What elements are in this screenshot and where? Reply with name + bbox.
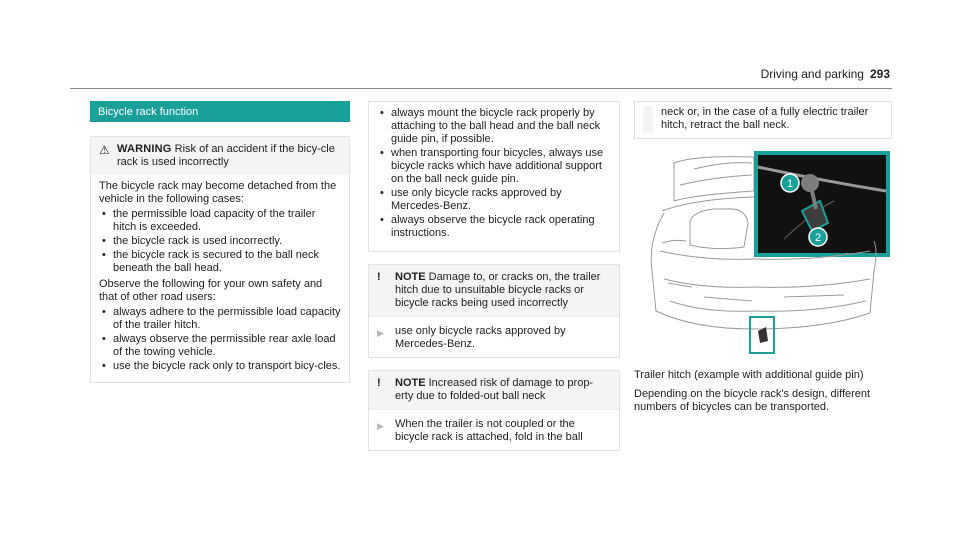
observe-text: Observe the following for your own safety and that of other road users: <box>99 278 323 303</box>
note-box-2 <box>368 370 620 451</box>
warning-box <box>90 136 350 383</box>
list-item: • the bicycle rack is secured to the ball neck beneath the ball head. <box>102 249 320 274</box>
car-rear-illustration <box>634 151 890 357</box>
list-item: • when transporting four bicycles, always use bicycle racks which have additional support on the ball neck guide pin. <box>380 147 604 185</box>
column-1 <box>90 101 350 383</box>
warning-label: WARNING <box>117 143 172 155</box>
list-item: • the bicycle rack is used incorrectly. <box>102 235 283 247</box>
callout-1-label: 1 <box>786 178 794 190</box>
warning-triangle-icon: ⚠ <box>99 143 110 157</box>
section-title: Bicycle rack function <box>90 101 350 122</box>
rules-list-continued <box>377 107 611 240</box>
figure-caption: Trailer hitch (example with additional guide pin) <box>634 369 864 381</box>
list-item: • use only bicycle racks approved by Mercedes-Benz. <box>380 187 562 212</box>
note-box-1 <box>368 264 620 358</box>
trailer-hitch-figure <box>634 151 890 357</box>
column-3 <box>634 101 892 414</box>
rules-list <box>99 306 341 382</box>
header-rule <box>70 88 892 89</box>
list-item: • always observe the permissible rear axle load of the towing vehicle. <box>102 333 336 358</box>
warning-continued-box <box>368 101 620 252</box>
note-text: Damage to, or cracks on, the trailer hitch due to unsuitable bicycle racks or bicycle racks being used incorrectly <box>395 271 601 309</box>
body-paragraph: Depending on the bicycle rack's design, different numbers of bicycles can be transported. <box>634 388 871 413</box>
step-arrow-icon: ▶ <box>377 421 384 431</box>
list-item: • always adhere to the permissible load capacity of the trailer hitch. <box>102 306 341 331</box>
note-label: NOTE <box>395 271 426 283</box>
note-header <box>369 265 619 316</box>
warning-body <box>91 175 349 382</box>
warning-header <box>91 137 349 175</box>
exclamation-icon: ! <box>377 377 381 389</box>
list-item: • the permissible load capacity of the trailer hitch is exceeded. <box>102 208 316 233</box>
cases-list <box>99 208 341 275</box>
instruction-step <box>369 409 619 450</box>
list-item: • use the bicycle rack only to transport bicy-cles. <box>102 360 341 372</box>
note-continued-box <box>634 101 892 139</box>
running-header <box>761 67 890 81</box>
warning-text: Risk of an accident if the bicy-cle rack is used incorrectly <box>117 143 335 168</box>
note-label: NOTE <box>395 377 426 389</box>
step-continued <box>635 102 891 138</box>
note-text: Increased risk of damage to prop-erty due to folded-out ball neck <box>395 377 594 402</box>
cases-intro: The bicycle rack may become detached from the vehicle in the following cases: <box>99 180 337 205</box>
continued-text: neck or, in the case of a fully electric trailer hitch, retract the ball neck. <box>661 106 869 131</box>
step-text: use only bicycle racks approved by Mercedes-Benz. <box>395 325 566 350</box>
column-2 <box>368 101 620 451</box>
list-item: • always observe the bicycle rack operating instructions. <box>380 214 595 239</box>
callout-2-label: 2 <box>814 232 822 244</box>
page-number: 293 <box>869 67 890 81</box>
step-arrow-icon: ▶ <box>377 328 384 338</box>
list-item: • always mount the bicycle rack properly by attaching to the ball head and the ball neck guide pin, if possible. <box>380 107 601 145</box>
instruction-step <box>369 316 619 357</box>
exclamation-icon: ! <box>377 271 381 283</box>
note-header <box>369 371 619 409</box>
step-text: When the trailer is not coupled or the bicycle rack is attached, fold in the ball <box>395 418 583 443</box>
section-name: Driving and parking <box>760 67 864 81</box>
